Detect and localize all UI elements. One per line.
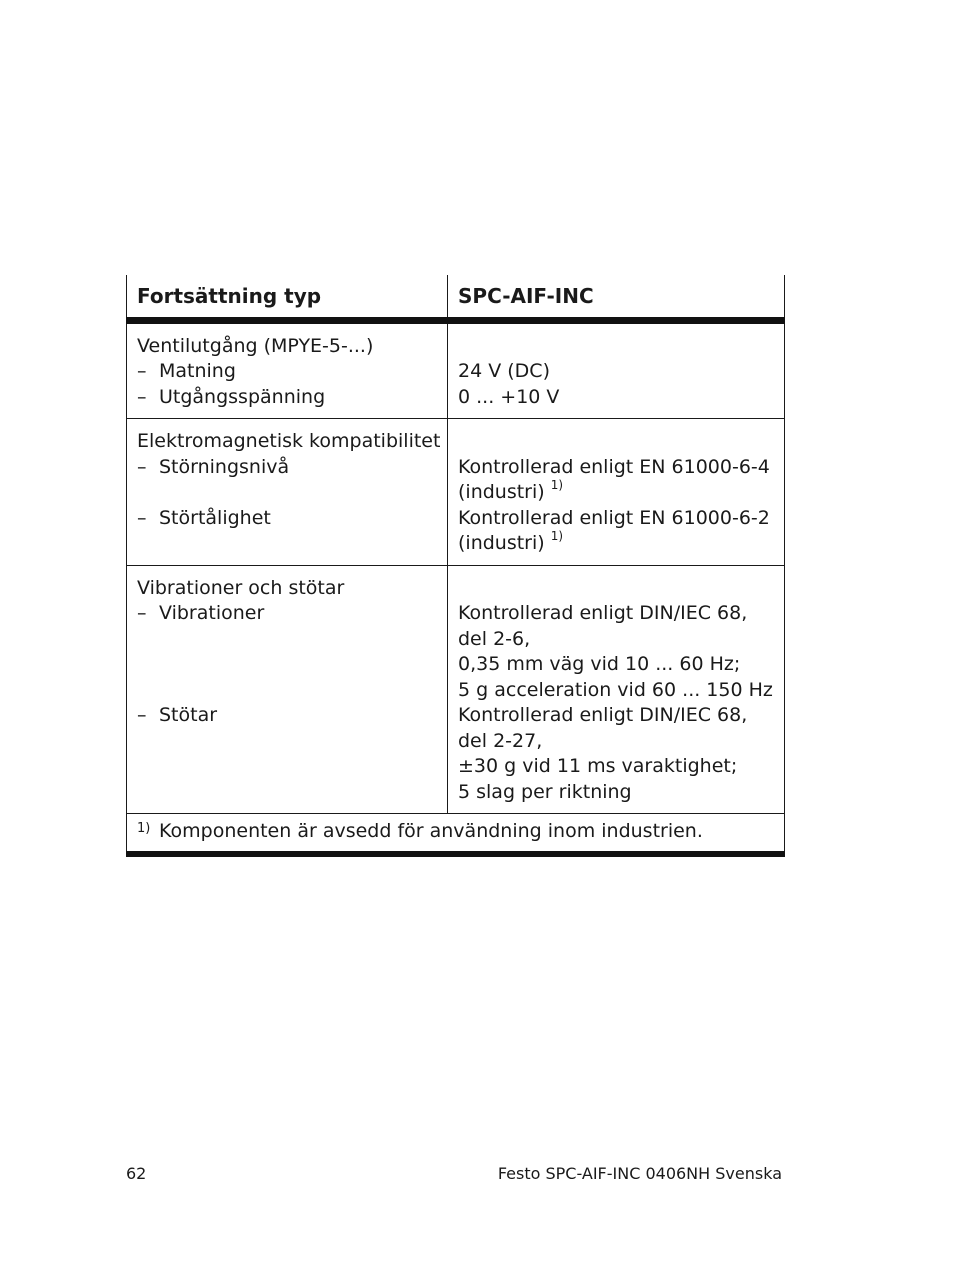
row-value: Kontrollerad enligt EN 61000-6-2	[458, 506, 770, 529]
dash: –	[137, 704, 147, 726]
row-value: Kontrollerad enligt DIN/IEC 68,	[458, 704, 748, 726]
dash: –	[137, 385, 147, 408]
row-value: 24 V (DC)	[458, 360, 550, 382]
document-reference: Festo SPC-AIF-INC 0406NH Svenska	[497, 1164, 782, 1183]
dash: –	[137, 506, 147, 529]
row-value: Kontrollerad enligt DIN/IEC 68,	[458, 602, 748, 624]
dash: –	[137, 360, 147, 382]
row-item: – Stötar	[137, 703, 437, 729]
footnote-ref: 1)	[550, 528, 564, 543]
row-value: (industri) $^{1)}$	[458, 477, 564, 503]
row-item: – Matning	[137, 359, 437, 385]
footnote-marker: 1)	[137, 821, 151, 836]
row-value: ±30 g vid 11 ms varaktighet;	[458, 755, 738, 777]
table-row	[127, 419, 785, 566]
table-header-row	[127, 275, 785, 320]
row-title: Vibrationer och stötar	[137, 576, 345, 599]
row-title: Elektromagnetisk kompatibilitet	[137, 430, 441, 452]
row-value: del 2-6,	[458, 627, 531, 650]
row-value: 5 g acceleration vid 60 ... 150 Hz	[458, 678, 773, 701]
row-value: del 2-27,	[458, 729, 543, 752]
footnote-row	[127, 814, 785, 854]
dash: –	[137, 602, 147, 624]
row-item: – Utgångsspänning	[137, 385, 437, 411]
row-value: Kontrollerad enligt EN 61000-6-4	[458, 455, 770, 478]
row-label-cell	[127, 565, 448, 814]
footnote-cell	[127, 814, 785, 854]
row-item: – Störtålighet	[137, 506, 437, 532]
table-row	[127, 565, 785, 814]
header-left: Fortsättning typ	[127, 275, 448, 320]
row-value: (industri) $^{1)}$	[458, 528, 564, 554]
row-value: 0 ... +10 V	[458, 385, 560, 408]
row-value-cell	[448, 565, 785, 814]
row-label-cell	[127, 320, 448, 419]
row-value-cell	[448, 320, 785, 419]
footnote-text: Komponenten är avsedd för användning inom industrien.	[159, 820, 703, 842]
row-title: Ventilutgång (MPYE-5-...)	[137, 334, 374, 357]
row-item: – Vibrationer	[137, 601, 437, 627]
dash: –	[137, 455, 147, 478]
row-item: – Störningsnivå	[137, 455, 437, 481]
page-number: 62	[126, 1164, 147, 1183]
row-value-cell	[448, 419, 785, 566]
row-label-cell	[127, 419, 448, 566]
footnote-ref: 1)	[550, 477, 564, 492]
spec-table	[126, 275, 785, 857]
row-value: 0,35 mm väg vid 10 ... 60 Hz;	[458, 653, 741, 675]
table-row	[127, 320, 785, 419]
header-right: SPC-AIF-INC	[448, 275, 785, 320]
row-value: 5 slag per riktning	[458, 780, 632, 803]
